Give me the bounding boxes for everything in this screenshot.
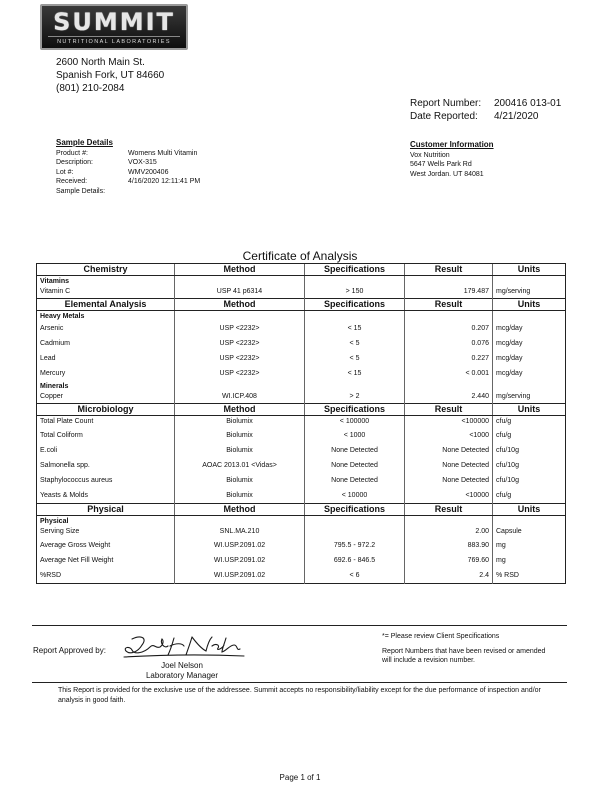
signer-block — [142, 661, 222, 681]
analyte-cell: Yeasts & Molds — [40, 492, 88, 499]
group-name: Vitamins — [40, 278, 70, 285]
table-row — [37, 526, 566, 538]
table-row — [37, 321, 566, 336]
units-cell: mg/serving — [493, 286, 566, 299]
table-row — [37, 488, 566, 504]
table-row — [37, 443, 566, 458]
divider — [32, 682, 567, 683]
result-cell: 2.440 — [405, 391, 493, 404]
sample-details-title: Sample Details — [56, 138, 113, 147]
method-cell: Biolumix — [175, 488, 305, 504]
customer-info-title: Customer Information — [410, 140, 494, 149]
method-cell: WI.USP.2091.02 — [175, 568, 305, 584]
section-title: Chemistry — [37, 264, 175, 276]
method-cell: USP 41 p6314 — [175, 286, 305, 299]
client-spec-note: *= Please review Client Specifications — [382, 633, 500, 640]
result-cell: 2.00 — [405, 526, 493, 538]
section-header-row — [37, 404, 566, 416]
analyte-cell: Cadmium — [40, 340, 70, 347]
report-info — [410, 97, 561, 123]
result-cell: <1000 — [405, 428, 493, 443]
sample-field-label: Description: — [56, 159, 93, 167]
method-cell: Biolumix — [175, 416, 305, 429]
spec-cell: < 5 — [305, 336, 405, 351]
spec-cell: < 15 — [305, 321, 405, 336]
result-cell: <10000 — [405, 488, 493, 504]
table-row — [37, 416, 566, 429]
method-header: Method — [175, 404, 305, 416]
group-name: Minerals — [40, 383, 69, 390]
logo-subtitle: NUTRITIONAL LABORATORIES — [48, 36, 180, 46]
summit-logo — [40, 4, 188, 50]
result-cell: None Detected — [405, 443, 493, 458]
sample-details — [56, 138, 200, 197]
method-cell: SNL.MA.210 — [175, 526, 305, 538]
spec-cell: < 6 — [305, 568, 405, 584]
customer-street: 5647 Wells Park Rd — [410, 161, 472, 169]
revision-note: Report Numbers that have been revised or amended will include a revision number. — [382, 647, 546, 664]
group-row — [37, 311, 566, 322]
sample-field-value: 4/16/2020 12:11:41 PM — [128, 178, 201, 186]
units-cell: mcg/day — [493, 321, 566, 336]
report-number-label: Report Number: — [410, 98, 482, 109]
lab-phone: (801) 210-2084 — [56, 83, 125, 94]
analyte-cell: Lead — [40, 355, 56, 362]
method-cell: AOAC 2013.01 <Vidas> — [175, 458, 305, 473]
lab-address — [56, 56, 164, 95]
method-cell: USP <2232> — [175, 351, 305, 366]
units-cell: cfu/g — [493, 428, 566, 443]
report-date-label: Date Reported: — [410, 111, 478, 122]
report-number: 200416 013-01 — [494, 98, 562, 109]
spec-cell: > 150 — [305, 286, 405, 299]
method-header: Method — [175, 504, 305, 516]
result-cell: 0.076 — [405, 336, 493, 351]
units-header: Units — [493, 264, 566, 276]
signature — [118, 633, 248, 663]
analyte-cell: Mercury — [40, 370, 66, 377]
table-row — [37, 336, 566, 351]
analyte-cell: Copper — [40, 393, 63, 400]
units-header: Units — [493, 504, 566, 516]
analyte-cell: Arsenic — [40, 325, 64, 332]
units-header: Units — [493, 299, 566, 311]
method-cell: USP <2232> — [175, 321, 305, 336]
certificate-title: Certificate of Analysis — [242, 249, 358, 263]
sample-field-label: Received: — [56, 178, 88, 186]
result-header: Result — [405, 404, 493, 416]
sample-field-label: Lot #: — [56, 168, 74, 176]
spec-cell: None Detected — [305, 473, 405, 488]
customer-city: West Jordan. UT 84081 — [410, 170, 484, 178]
units-cell: cfu/10g — [493, 458, 566, 473]
spec-cell: None Detected — [305, 443, 405, 458]
units-cell: Capsule — [493, 526, 566, 538]
method-cell: WI.USP.2091.02 — [175, 538, 305, 553]
result-header: Result — [405, 264, 493, 276]
units-cell: mg — [493, 553, 566, 568]
spec-cell: > 2 — [305, 391, 405, 404]
result-cell: 2.4 — [405, 568, 493, 584]
analyte-cell: Average Gross Weight — [40, 542, 111, 549]
spec-cell: < 100000 — [305, 416, 405, 429]
table-row — [37, 568, 566, 584]
result-cell: 179.487 — [405, 286, 493, 299]
analyte-cell: Vitamin C — [40, 288, 71, 295]
table-row — [37, 366, 566, 381]
table-row — [37, 391, 566, 404]
spec-cell: < 10000 — [305, 488, 405, 504]
result-cell: 0.227 — [405, 351, 493, 366]
lab-street: 2600 North Main St. — [56, 57, 145, 68]
method-cell: Biolumix — [175, 428, 305, 443]
report-date: 4/21/2020 — [494, 111, 539, 122]
report-notes — [382, 632, 552, 666]
section-header-row — [37, 504, 566, 516]
section-header-row — [37, 264, 566, 276]
result-cell: 0.207 — [405, 321, 493, 336]
result-cell: 769.60 — [405, 553, 493, 568]
result-cell: <100000 — [405, 416, 493, 429]
divider — [32, 625, 567, 626]
disclaimer: This Report is provided for the exclusive use of the addressee. Summit accepts no responsibility/liability except for the due performance of inspection and/or analysis in good faith. — [58, 687, 541, 704]
method-cell: WI.USP.2091.02 — [175, 553, 305, 568]
analyte-cell: Serving Size — [40, 528, 80, 535]
method-cell: Biolumix — [175, 443, 305, 458]
page-number: Page 1 of 1 — [279, 773, 321, 782]
signer-title: Laboratory Manager — [145, 671, 219, 680]
spec-cell: < 15 — [305, 366, 405, 381]
method-cell: USP <2232> — [175, 336, 305, 351]
sample-field-label: Sample Details: — [56, 187, 106, 195]
method-cell: USP <2232> — [175, 366, 305, 381]
sample-field-value: VOX-315 — [128, 159, 157, 167]
spec-cell — [305, 526, 405, 538]
section-title: Elemental Analysis — [37, 299, 175, 311]
spec-cell: 795.5 - 972.2 — [305, 538, 405, 553]
analyte-cell: E.coli — [40, 447, 58, 454]
analyte-cell: Total Plate Count — [40, 418, 94, 425]
customer-name: Vox Nutrition — [410, 151, 450, 159]
method-header: Method — [175, 299, 305, 311]
table-row — [37, 286, 566, 299]
sample-field-value: WMV200406 — [128, 168, 169, 176]
spec-header: Specifications — [305, 264, 405, 276]
spec-cell: < 5 — [305, 351, 405, 366]
table-row — [37, 351, 566, 366]
signer-name: Joel Nelson — [161, 661, 203, 670]
result-cell: None Detected — [405, 473, 493, 488]
section-title: Physical — [37, 504, 175, 516]
method-cell: Biolumix — [175, 473, 305, 488]
approval-label: Report Approved by: — [33, 646, 106, 655]
units-cell: mcg/day — [493, 366, 566, 381]
analyte-cell: Staphylococcus aureus — [40, 477, 113, 484]
group-name: Physical — [40, 518, 69, 525]
lab-city: Spanish Fork, UT 84660 — [56, 70, 165, 81]
method-cell: WI.ICP.408 — [175, 391, 305, 404]
sample-field-label: Product #: — [56, 149, 88, 157]
units-cell: cfu/10g — [493, 443, 566, 458]
table-row — [37, 553, 566, 568]
group-row — [37, 516, 566, 527]
units-cell: mcg/day — [493, 351, 566, 366]
analyte-cell: %RSD — [40, 572, 62, 579]
spec-header: Specifications — [305, 299, 405, 311]
logo-wordmark: SUMMIT — [53, 8, 175, 36]
result-cell: 883.90 — [405, 538, 493, 553]
analyte-cell: Average Net Fill Weight — [40, 557, 114, 564]
result-header: Result — [405, 299, 493, 311]
units-header: Units — [493, 404, 566, 416]
sample-field-value: Womens Multi Vitamin — [128, 149, 198, 157]
units-cell: % RSD — [493, 568, 566, 584]
section-header-row — [37, 299, 566, 311]
method-header: Method — [175, 264, 305, 276]
table-row — [37, 428, 566, 443]
spec-cell: None Detected — [305, 458, 405, 473]
units-cell: mcg/day — [493, 336, 566, 351]
spec-header: Specifications — [305, 504, 405, 516]
table-row — [37, 538, 566, 553]
result-cell: < 0.001 — [405, 366, 493, 381]
group-row — [37, 381, 566, 391]
spec-cell: 692.6 - 846.5 — [305, 553, 405, 568]
table-row — [37, 458, 566, 473]
units-cell: mg — [493, 538, 566, 553]
result-cell: None Detected — [405, 458, 493, 473]
results-table — [36, 263, 566, 584]
units-cell: cfu/10g — [493, 473, 566, 488]
spec-cell: < 1000 — [305, 428, 405, 443]
units-cell: cfu/g — [493, 488, 566, 504]
table-row — [37, 473, 566, 488]
customer-info — [410, 140, 494, 179]
group-row — [37, 276, 566, 287]
analyte-cell: Total Coliform — [40, 432, 83, 439]
units-cell: mg/serving — [493, 391, 566, 404]
analyte-cell: Salmonella spp. — [40, 462, 90, 469]
result-header: Result — [405, 504, 493, 516]
group-name: Heavy Metals — [40, 313, 85, 320]
units-cell: cfu/g — [493, 416, 566, 429]
section-title: Microbiology — [37, 404, 175, 416]
spec-header: Specifications — [305, 404, 405, 416]
